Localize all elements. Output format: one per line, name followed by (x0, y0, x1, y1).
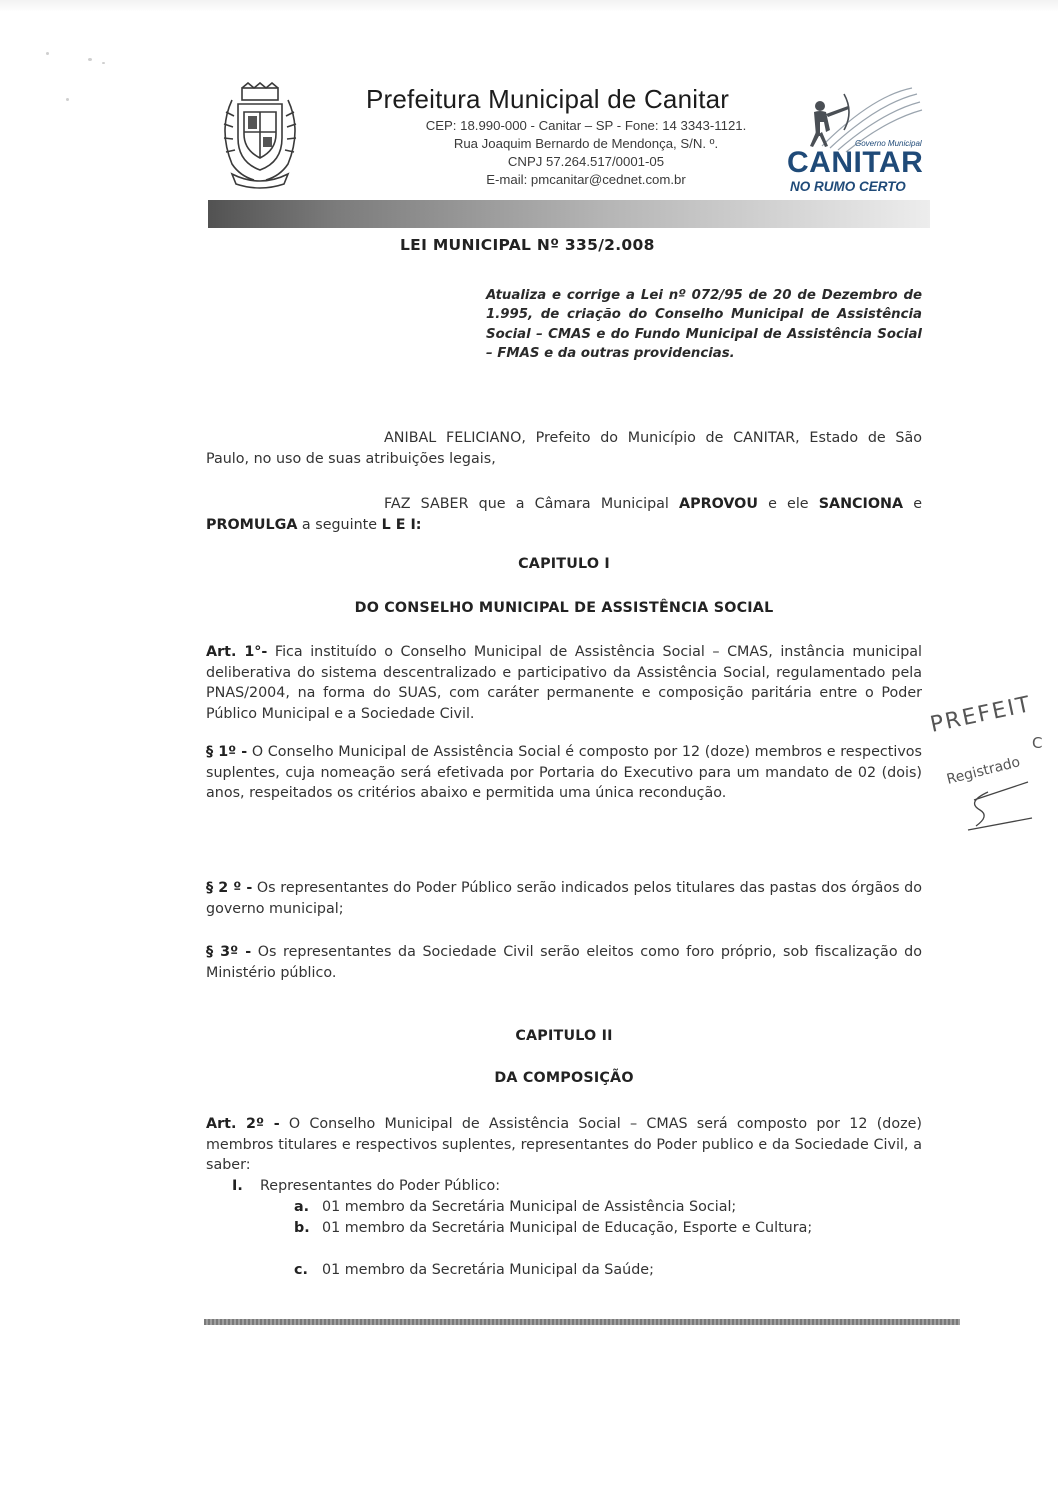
promulgation-text: e (903, 496, 922, 512)
article-2 (206, 1114, 922, 1176)
logo-slogan: NO RUMO CERTO (790, 179, 906, 194)
address-line-street: Rua Joaquim Bernardo de Mendonça, S/N. º. (453, 136, 719, 151)
paragraph-3 (206, 942, 922, 983)
logo-subtitle: Governo Municipal (855, 139, 922, 148)
list-subitem-c-marker: c. (294, 1262, 308, 1278)
list-item-1 (232, 1176, 500, 1197)
promulgation-paragraph (206, 494, 922, 535)
organization-name: Prefeitura Municipal de Canitar (366, 84, 730, 114)
stamp-signature (968, 782, 1032, 830)
paragraph-3-text: Os representantes da Sociedade Civil serão eleitos como foro próprio, sob fiscalização do Ministério público. (206, 944, 922, 981)
promulgation-text: a seguinte (297, 516, 382, 533)
list-subitem-a (294, 1197, 736, 1218)
scan-speck (88, 58, 92, 61)
promulgation-bold: APROVOU (679, 496, 758, 512)
address-line-cnpj: CNPJ 57.264.517/0001-05 (507, 154, 665, 169)
promulgation-text: e ele (757, 496, 819, 512)
list-item-1-text: Representantes do Poder Público: (260, 1178, 501, 1194)
stamp-text-line1: PREFEIT (928, 692, 1034, 738)
header-band (208, 200, 930, 228)
promulgation-bold: PROMULGA (206, 516, 298, 533)
scan-speck (46, 52, 49, 55)
address-line-cep: CEP: 18.990-000 - Canitar – SP - Fone: 14 3343-1121. (425, 118, 747, 133)
promulgation-bold: L E I: (381, 516, 422, 533)
law-summary: Atualiza e corrige a Lei nº 072/95 de 20 de Dezembro de 1.995, de criação do Conselho Municipal de Assistência Social – CMAS e do Fundo Municipal de Assistência Social – FMAS e da outras providencias. (486, 288, 922, 362)
list-subitem-b-text: 01 membro da Secretária Municipal de Educação, Esporte e Cultura; (322, 1220, 813, 1236)
paragraph-1 (206, 742, 922, 804)
list-subitem-a-text: 01 membro da Secretária Municipal de Assistência Social; (322, 1199, 737, 1215)
article-2-text: O Conselho Municipal de Assistência Social – CMAS será composto por 12 (doze) membros titulares e respectivos suplentes, representantes do Poder publico e da Sociedade Civil, a saber: (206, 1116, 922, 1174)
scan-speck (66, 98, 69, 101)
promulgation-bold: SANCIONA (818, 496, 904, 512)
page-top-edge (0, 0, 1058, 12)
address-line-email: E-mail: pmcanitar@cednet.com.br (486, 172, 686, 187)
footer-rule (204, 1319, 960, 1325)
logo-name: CANITAR (787, 146, 924, 179)
municipal-coat-of-arms-icon (218, 82, 302, 190)
chapter-1-title: DO CONSELHO MUNICIPAL DE ASSISTÊNCIA SOCIAL (354, 600, 774, 616)
list-subitem-c-text: 01 membro da Secretária Municipal da Saúde; (322, 1262, 654, 1278)
chapter-1-number: CAPITULO I (518, 556, 610, 572)
article-1-label: Art. 1°- (206, 644, 268, 660)
paragraph-2-label: § 2 º - (206, 880, 253, 896)
scan-speck (102, 62, 105, 64)
registry-stamp (928, 692, 1052, 842)
paragraph-1-label: § 1º - (206, 744, 248, 760)
intro-text: ANIBAL FELICIANO, Prefeito do Município de CANITAR, Estado de São Paulo, no uso de suas atribuições legais, (206, 430, 922, 467)
list-subitem-c (294, 1260, 654, 1281)
article-1 (206, 642, 922, 724)
list-subitem-b-marker: b. (294, 1220, 310, 1236)
law-title: LEI MUNICIPAL Nº 335/2.008 (400, 236, 655, 254)
stamp-text-line2: C (1032, 734, 1043, 752)
stamp-text-line3: Registrado (945, 754, 1022, 788)
promulgation-text: FAZ SABER que a Câmara Municipal (384, 496, 680, 512)
intro-paragraph (206, 428, 922, 469)
paragraph-2-text: Os representantes do Poder Público serão indicados pelos titulares das pastas dos órgãos do governo municipal; (206, 880, 922, 917)
chapter-2-number: CAPITULO II (515, 1028, 613, 1044)
list-item-1-marker: I. (232, 1178, 243, 1194)
paragraph-1-text: O Conselho Municipal de Assistência Social é composto por 12 (doze) membros e respectivos suplentes, cuja nomeação será efetivada por Portaria do Executivo para um mandato de 02 (dois) anos, respeitados os critérios abaixo e permitida uma única recondução. (206, 744, 922, 802)
paragraph-3-label: § 3º - (206, 944, 252, 960)
list-subitem-a-marker: a. (294, 1199, 310, 1215)
article-1-text: Fica instituído o Conselho Municipal de Assistência Social – CMAS, instância municipal deliberativa do sistema descentralizado e participativo da Assistência Social, regulamentado pela PNAS/2004, na forma do SUAS, com caráter permanente e composição paritária entre o Poder Público Municipal e a Sociedade Civil. (206, 644, 922, 722)
paragraph-2 (206, 878, 922, 919)
list-subitem-b (294, 1218, 922, 1239)
chapter-2-title: DA COMPOSIÇÃO (494, 1070, 634, 1086)
article-2-label: Art. 2º - (206, 1116, 280, 1132)
